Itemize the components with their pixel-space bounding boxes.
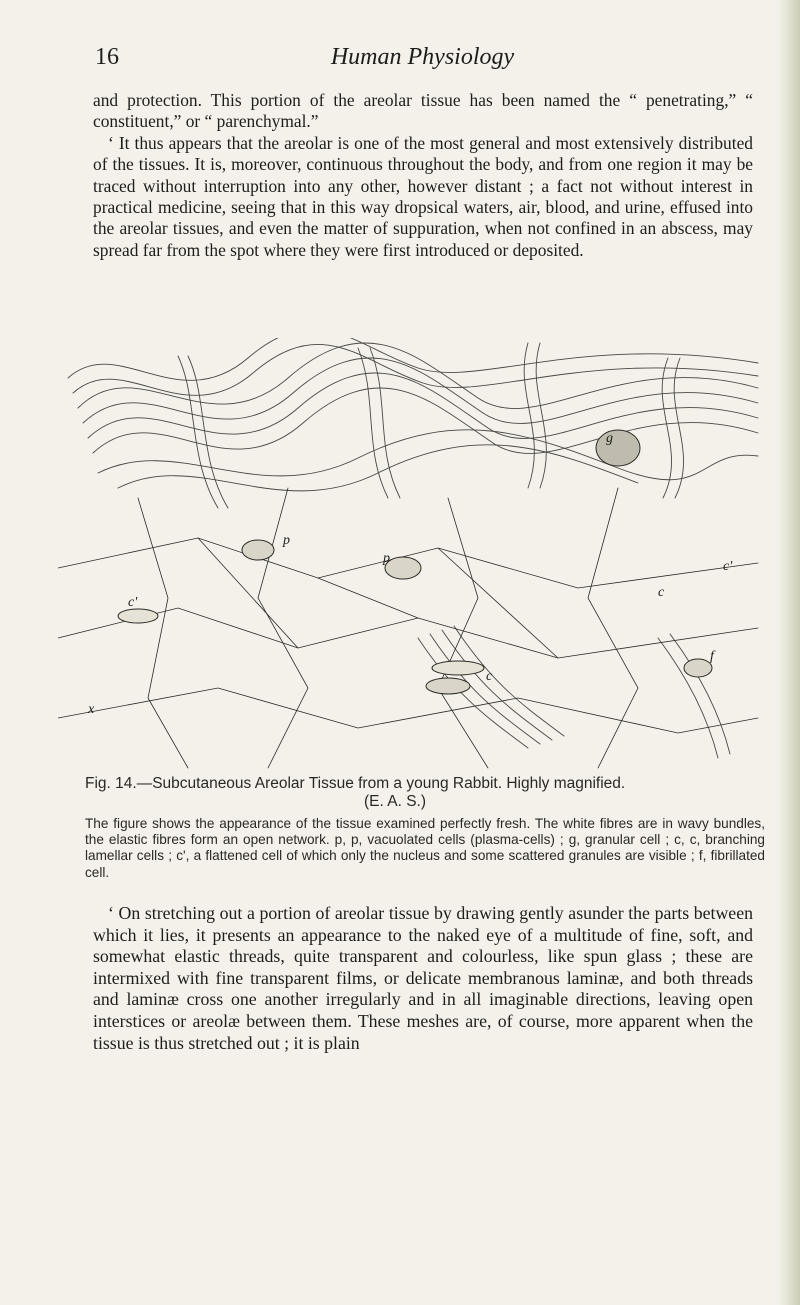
- paragraph: ‘ It thus appears that the areolar is one of the most general and most extensively distributed of the tissues. It is, moreover, continuous throughout the body, and from one region it may be traced without interruption into any other, however distant ; a fact not without interest in practical medicine, seeing that in this way dropsical waters, air, blood, and urine, effused into the areolar tissues, and even the matter of suppuration, when not confined in an abscess, may spread far from the spot where they were first introduced or deposited.: [93, 132, 753, 260]
- figure-areolar-tissue: [58, 338, 770, 772]
- label-c: c: [486, 669, 493, 684]
- stretch-text: [93, 903, 753, 1054]
- label-c-prime: c': [723, 559, 733, 574]
- running-title: Human Physiology: [330, 44, 515, 70]
- intro-text: [93, 90, 753, 261]
- wavy-fibre-bundles: [68, 338, 758, 508]
- label-c: c: [658, 585, 665, 600]
- label-g: g: [606, 431, 613, 446]
- label-c-prime: c': [128, 595, 138, 610]
- page-edge: [778, 0, 800, 1305]
- page-header: [95, 44, 750, 74]
- label-p: p: [283, 533, 290, 548]
- caption-title: Fig. 14.—Subcutaneous Areolar Tissue from a young Rabbit. Highly magnified.: [85, 775, 626, 792]
- paragraph: and protection. This portion of the areolar tissue has been named the “ penetrating,” “ constituent,” or “ parenchymal.”: [93, 90, 753, 132]
- lower-fibre-bundle: [418, 626, 730, 758]
- label-f: f: [710, 649, 714, 664]
- figure-caption-body: The figure shows the appearance of the tissue examined perfectly fresh. The white fibres are in wavy bundles, the elastic fibres form an open network. p, p, vacuolated cells (plasma-cells) ; g, granular cell ; c, c, branching lamellar cells ; c', a flattened cell of which only the nucleus and some scattered granules are visible ; f, fibrillated cell.: [85, 816, 765, 880]
- caption-credit: (E. A. S.): [363, 793, 426, 810]
- label-p: p: [383, 551, 390, 566]
- figure-caption-title: [85, 775, 765, 811]
- areolar-tissue-illustration: [58, 338, 770, 772]
- page-number: 16: [95, 44, 119, 70]
- paragraph: ‘ On stretching out a portion of areolar tissue by drawing gently asunder the parts between which it lies, it presents an appearance to the naked eye of a multitude of fine, soft, and somewhat elastic threads, quite transparent and colourless, like spun glass ; these are intermixed with fine transparent films, or delicate membranous laminæ, and both threads and laminæ cross one another irregularly and in all imaginable directions, leaving open interstices or areolæ between them. These meshes are, of course, more apparent when the tissue is thus stretched out ; it is plain: [93, 903, 753, 1053]
- elastic-fibre-network: [58, 488, 758, 768]
- label-x: x: [88, 702, 95, 717]
